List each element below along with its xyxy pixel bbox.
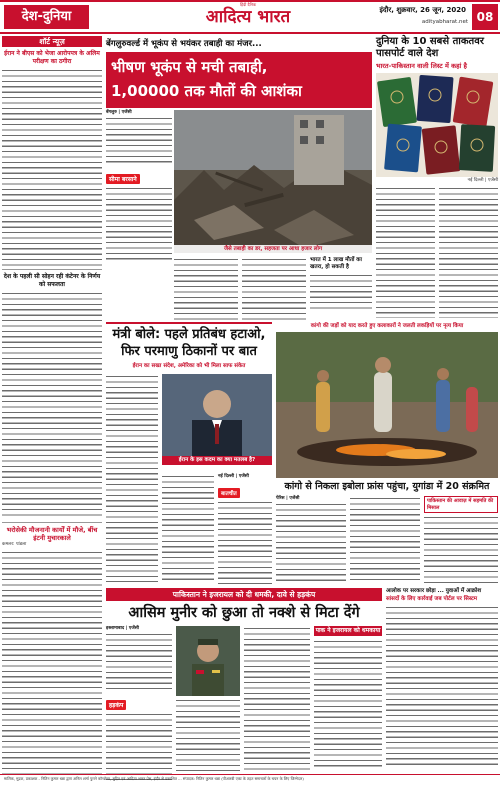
lead-photo-caption: जैसे तबाही का डर, सहजता पर आधा हजार लोग [174,245,372,253]
minister-col-3 [218,474,272,582]
shorts-item-2-body [2,291,102,519]
minister-headline-line2: फिर परमाणु ठिकानों पर बात [121,343,257,359]
pakistan-col-2 [176,698,240,771]
pakistan-red-sub: पाक ने इजरायल को धमकाया [315,627,381,634]
shorts-item-3-body [2,550,102,775]
pakistan-col-3 [244,626,310,771]
issue-date: इंदौर, शुक्रवार, 26 जून, 2020 [379,6,466,14]
minister-col-2 [162,474,214,582]
right-box-body [386,605,498,767]
logo-small-text: हिंदी दैनिक [239,2,257,7]
minister-subhead-1: बातचीत [218,488,240,498]
minister-story [106,322,272,584]
minister-portrait [162,374,272,456]
lead-subhead-1: सीमा बरसाने [106,174,140,184]
congo-top-caption: कांगो की जड़ों को याद करते हुए कलाकारों ने जलती लकड़ियों पर नृत्य किया [310,323,464,329]
lead-text-column-2 [174,257,238,320]
rubble-image [174,110,372,253]
divider [2,269,102,270]
passport-caption: नई दिल्ली | एजेंसी [467,178,498,183]
minister-photo [162,374,272,456]
lead-body [106,186,172,261]
congo-headline: कांगो से निकला इबोला फ्रांस पहुंचा, युगांडा में 20 संक्रमित [284,481,490,492]
pakistan-photo [176,626,240,696]
section-label: देश-दुनिया [4,5,89,29]
minister-subhead: ईरान का सख्त संदेश, अमेरिका को भी मिला साफ संकेत [132,362,246,369]
minister-headline-line1: मंत्री बोले: पहले प्रतिबंध हटाओ, [112,326,266,342]
minister-body [218,500,272,586]
congo-story [276,322,498,584]
left-sidebar [2,36,102,771]
lead-body [242,257,306,320]
pakistan-body [106,712,172,780]
footer [0,774,500,790]
pakistan-byline: इस्लामाबाद | एजेंसी [106,626,139,631]
shorts-item-2-title: देश के पहली सी सोहन रही कंटेनर के निर्णय को सफलता [3,273,101,288]
pakistan-headline: आसिम मुनीर को छुआ तो नक्शे से मिटा देंगे [128,605,360,621]
lead-byline: बेंगलुरु | एजेंसी [106,110,132,115]
lead-text-column-1 [106,110,172,255]
congo-body [276,502,346,582]
minister-col-1 [106,374,158,582]
pakistan-bar-headline: पाकिस्तान ने इजरायल को दी धमकी, दावे से हड़कंप [106,588,382,601]
footer-imprint: मालिक, मुद्रक, प्रकाशक - नितिन कुमार धन्ना द्वारा अनिल शर्मा पुराने कॉन्डोमर, मुद्रित एवं आदित्य भारत प्रेस, इंदौर से प्रकाशित ... संपादक: नितिन कुमार धन्ना (पीआरबी एक्ट के तहत समाचारों के चयन के लिए जिम्मेदार) [4,776,304,781]
lead-text-column-3 [242,257,306,320]
general-portrait [176,626,240,696]
lead-headline-line1: भीषण भूकंप से मची तबाही, [111,58,268,76]
minister-byline: नई दिल्ली | एजेंसी [218,474,249,479]
logo [188,2,308,32]
passport-subhead: भारत-पाकिस्तान वाली लिस्ट में कहां है [376,62,467,70]
shorts-item-3-title: भरोसेकी मौजनानी कार्यों में मौजे, बींच इंटनी मुचारकाले [6,526,98,542]
lead-photo [174,110,372,253]
congo-col-1 [276,496,346,584]
top-strip [106,36,372,52]
page-number: 08 [472,4,498,30]
passport-col-2 [439,186,498,318]
lead-body [106,116,172,166]
pakistan-col-1 [106,626,172,771]
section-rule [106,322,272,324]
pakistan-story [106,588,382,771]
congo-byline: पेरिस | एजेंसी [276,496,300,501]
right-box-subtitle: सांसदों के लिए कार्रवाई जब पोर्टल पर सिस्टम [386,596,478,602]
lead-subhead-2: भारत में 1 लाख मौतों का खतरा, हो सकती है [310,257,362,270]
shorts-item-1-title: ईरान ने बीएस को भेजा आरोपपत्र के अलिम परीक्षण का ठगीरा [4,50,100,65]
passports-image [376,73,498,177]
right-box-title: आलोक पर सरकार छोड़ा ... युवाओं में आक्रोश [386,588,482,594]
congo-sub-box: पाकिस्तान की आवाज़ में सहमति की मिसाल [424,496,498,513]
congo-col-2 [350,496,420,584]
shorts-item-3-subtitle: कमलर: पांडला [2,542,27,547]
congo-photo [276,332,498,478]
passport-story [376,36,498,320]
fire-walk-image [276,332,498,478]
passport-headline: दुनिया के 10 सबसे ताकतवर पासपोर्ट वाले देश [376,36,484,59]
congo-col-3 [424,496,498,584]
lead-headline [106,52,372,108]
lead-text-column-4 [310,257,372,320]
website-link[interactable]: adityabharat.net [421,19,468,25]
pakistan-col-4 [314,626,382,771]
logo-text: आदित्य भारत [205,7,291,27]
lead-headline-line2: 1,00000 तक मौतों की आशंका [111,82,302,100]
minister-photo-caption: ईरान के इस कदम का क्या मतलब है? [162,456,272,465]
masthead-rule [0,32,500,34]
divider [2,522,102,523]
passport-col-1 [376,186,435,318]
congo-body [424,515,498,585]
right-lower-box [386,588,498,771]
pakistan-body [106,632,172,692]
masthead [0,0,500,34]
lead-body [310,273,372,313]
lead-story [106,52,372,320]
top-strip-headline: बेंगलुरुवर्ल्ड में भूकंप से भयंकर तबाही का मंजर... [106,39,262,49]
pakistan-subhead-1: हड़कंप [106,700,126,710]
shorts-item-1-body [2,68,102,266]
pakistan-body [314,639,382,769]
shorts-title: शॉर्ट न्यूज़ [2,36,102,47]
passport-photo [376,73,498,177]
